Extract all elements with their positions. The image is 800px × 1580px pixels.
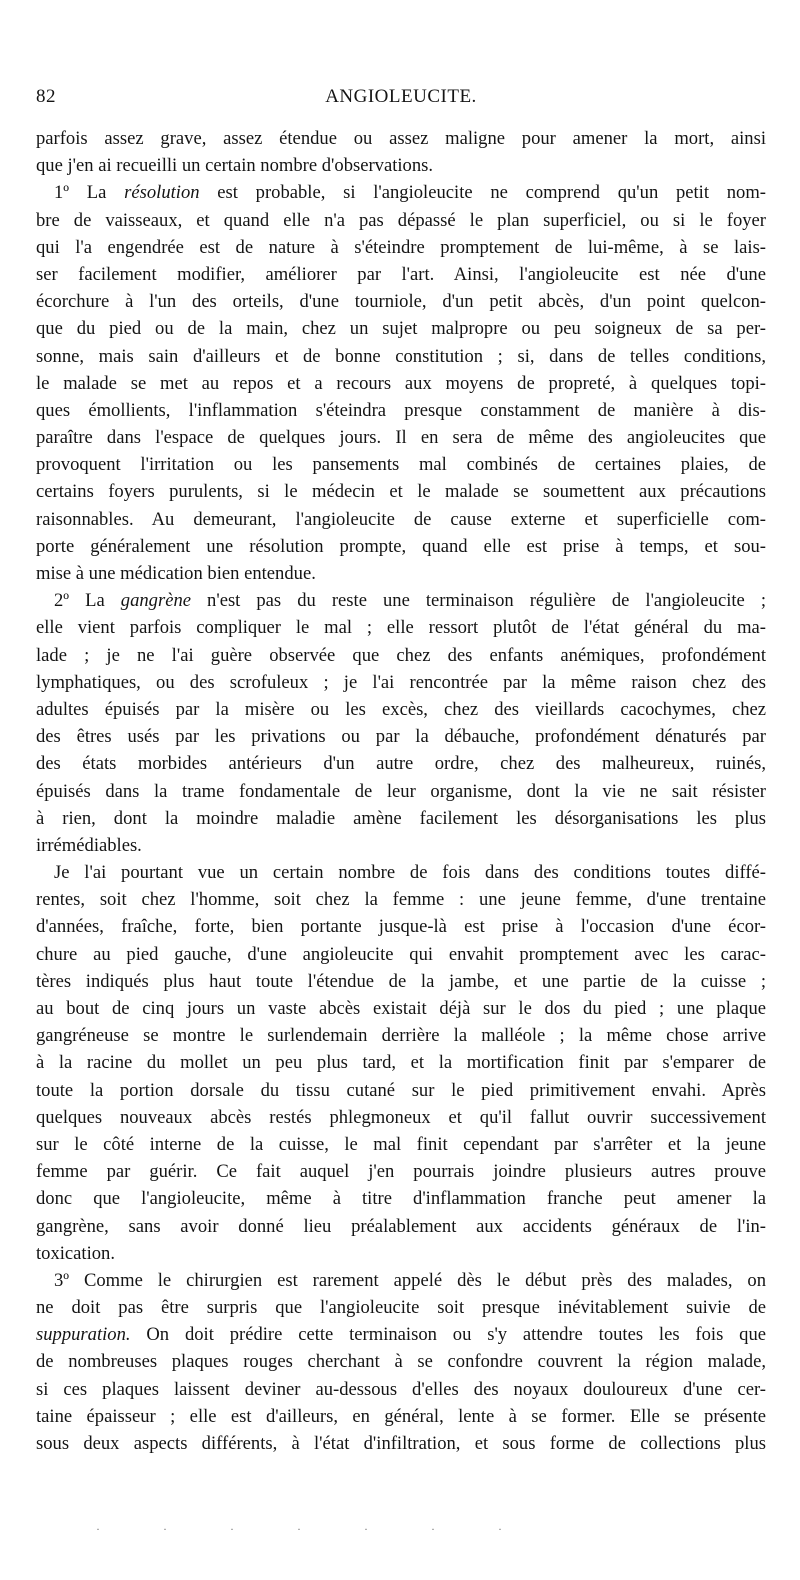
text-line: 1º La résolution est probable, si l'angioleucite ne comprend qu'un petit nom- (54, 182, 766, 204)
text-line: gangrène, sans avoir donné lieu préalablement aux accidents généraux de l'in- (36, 1215, 766, 1237)
text-line: mise à une médication bien entendue. (36, 563, 316, 584)
text-line: sur le côté interne de la cuisse, le mal finit cependant par s'arrêter et la jeune (36, 1133, 766, 1155)
text-line: à rien, dont la moindre maladie amène facilement les désorganisations les plus (36, 807, 766, 829)
text-line: sous deux aspects différents, à l'état d'infiltration, et sous forme de collections plus (36, 1433, 766, 1454)
text-line: de nombreuses plaques rouges cherchant à se confondre couvrent la région malade, (36, 1351, 766, 1373)
text-line: si ces plaques laissent deviner au-dessous d'elles des noyaux douloureux d'une cer- (36, 1378, 766, 1400)
text-line: chure au pied gauche, d'une angioleucite qui envahit promptement avec les carac- (36, 943, 766, 965)
text-line: toute la portion dorsale du tissu cutané sur le pied primitivement envahi. Après (36, 1079, 766, 1101)
page-number: 82 (36, 86, 56, 107)
running-title: ANGIOLEUCITE. (325, 86, 477, 107)
text-line: épuisés dans la trame fondamentale de leur organisme, dont la vie ne sait résister (36, 780, 766, 802)
text-line: Je l'ai pourtant vue un certain nombre de fois dans des conditions toutes diffé- (54, 862, 766, 884)
text-line: bre de vaisseaux, et quand elle n'a pas dépassé le plan superficiel, ou si le foyer (36, 209, 766, 231)
text-line: adultes épuisés par la misère ou les excès, chez des vieillards cacochymes, chez (36, 698, 766, 720)
text-line: gangréneuse se montre le surlendemain derrière la malléole ; la même chose arrive (36, 1025, 766, 1047)
text-line: que j'en ai recueilli un certain nombre d'observations. (36, 155, 434, 177)
text-line: ques émollients, l'inflammation s'éteindra presque constamment de manière à dis- (36, 399, 766, 421)
text-line: que du pied ou de la main, chez un sujet malpropre ou peu soigneux de sa per- (36, 318, 766, 340)
text-line: irrémédiables. (36, 834, 142, 856)
text-line: quelques nouveaux abcès restés phlegmoneux et qu'il fallut ouvrir successivement (36, 1106, 766, 1128)
text-line: écorchure à l'un des orteils, d'une tourniole, d'un petit abcès, d'un point quelcon- (36, 291, 766, 313)
text-line: femme par guérir. Ce fait auquel j'en pourrais joindre plusieurs autres prouve (36, 1161, 766, 1183)
text-line: porte généralement une résolution prompte, quand elle est prise à temps, et sou- (36, 535, 766, 557)
text-line: donc que l'angioleucite, même à titre d'inflammation franche peut amener la (36, 1188, 766, 1210)
text-line: ser facilement modifier, améliorer par l'art. Ainsi, l'angioleucite est née d'une (36, 263, 766, 285)
text-line: 3º Comme le chirurgien est rarement appelé dès le début près des malades, on (54, 1269, 766, 1291)
text-line: suppuration. On doit prédire cette terminaison ou s'y attendre toutes les fois que (36, 1324, 766, 1346)
text-line: à la racine du mollet un peu plus tard, et la mortification finit par s'emparer de (36, 1052, 766, 1074)
footer-specks: · · · · · · · (96, 1522, 532, 1536)
text-line: taine épaisseur ; elle est d'ailleurs, en général, lente à se former. Elle se présente (36, 1405, 766, 1427)
text-line: au bout de cinq jours un vaste abcès existait déjà sur le dos du pied ; une plaque (36, 998, 766, 1019)
text-line: le malade se met au repos et a recours aux moyens de propreté, à quelques topi- (36, 372, 766, 394)
text-line: qui l'a engendrée est de nature à s'éteindre promptement de lui-même, à se lais- (36, 236, 766, 258)
text-line: ne doit pas être surpris que l'angioleucite soit presque inévitablement suivie de (36, 1297, 766, 1319)
text-line: des êtres usés par les privations ou par la débauche, profondément dénaturés par (36, 726, 766, 748)
text-line: des états morbides antérieurs d'un autre ordre, chez des malheureux, ruinés, (36, 753, 766, 775)
text-line: paraître dans l'espace de quelques jours. Il en sera de même des angioleucites que (36, 427, 766, 449)
text-line: lymphatiques, ou des scrofuleux ; je l'ai rencontrée par la même raison chez des (36, 671, 766, 693)
text-line: parfois assez grave, assez étendue ou assez maligne pour amener la mort, ainsi (36, 128, 766, 149)
text-line: d'années, fraîche, forte, bien portante jusque-là est prise à l'occasion d'une écor- (36, 916, 766, 938)
text-line: lade ; je ne l'ai guère observée que chez des enfants anémiques, profondément (36, 644, 766, 666)
text-line: tères indiqués plus haut toute l'étendue de la jambe, et une partie de la cuisse ; (36, 970, 766, 992)
text-line: 2º La gangrène n'est pas du reste une terminaison régulière de l'angioleucite ; (54, 590, 766, 612)
body-text (36, 125, 766, 1457)
text-line: elle vient parfois compliquer le mal ; elle ressort plutôt de l'état général du ma- (36, 617, 766, 639)
text-line: rentes, soit chez l'homme, soit chez la femme : une jeune femme, d'une trentaine (36, 889, 766, 911)
page-header (36, 86, 766, 116)
text-line: sonne, mais sain d'ailleurs et de bonne constitution ; si, dans de telles conditions, (36, 345, 766, 367)
text-line: provoquent l'irritation ou les pansements mal combinés de certaines plaies, de (36, 454, 766, 476)
text-line: toxication. (36, 1242, 116, 1264)
text-line: certains foyers purulents, si le médecin et le malade se soumettent aux précautions (36, 481, 766, 503)
text-line: raisonnables. Au demeurant, l'angioleucite de cause externe et superficielle com- (36, 508, 766, 530)
